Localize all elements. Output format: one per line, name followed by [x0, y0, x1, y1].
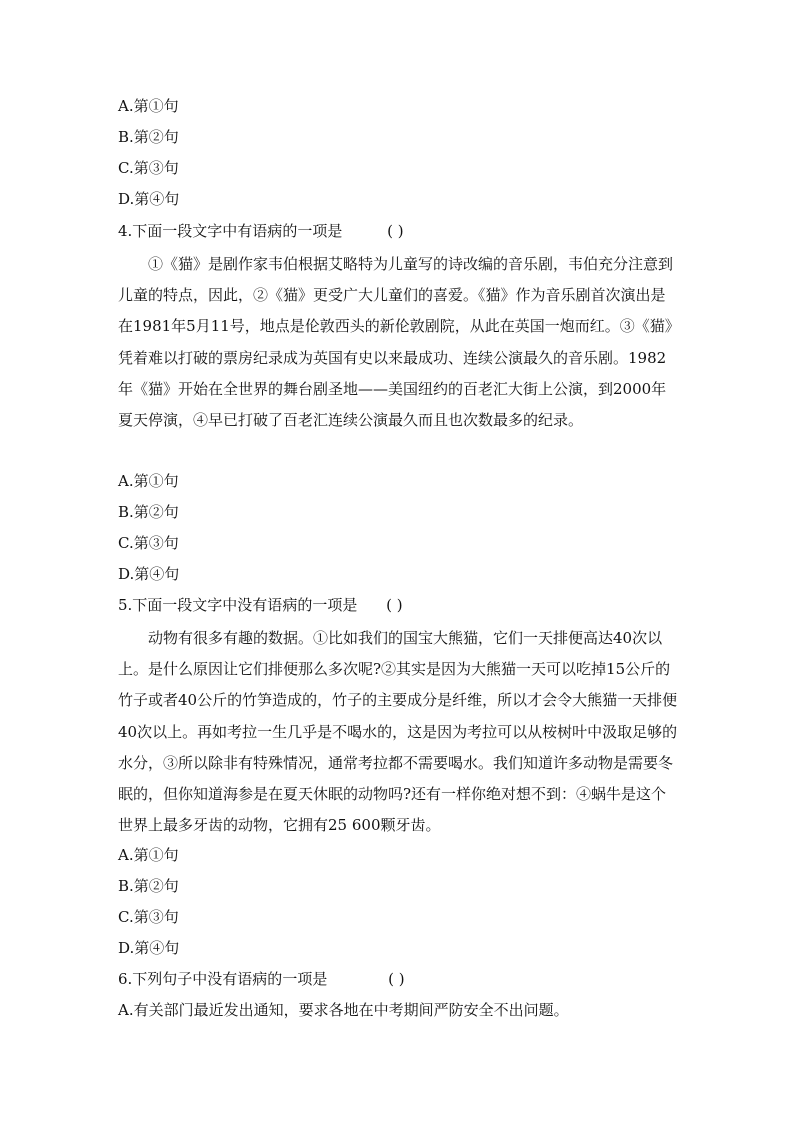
q5-option-b: B.第②句 — [118, 877, 179, 895]
q5-option-c: C.第③句 — [118, 908, 179, 926]
q3-option-c: C.第③句 — [118, 159, 179, 177]
q3-option-a: A.第①句 — [118, 97, 179, 115]
q4-stem — [118, 221, 404, 241]
q5-passage: 动物有很多有趣的数据。①比如我们的国宝大熊猫，它们一天排便高达40次以上。是什么原因让它们排便那么多次呢?②其实是因为大熊猫一天可以吃掉15公斤的竹子或者40公斤的竹笋造成的，竹子的主要成分是纤维，所以才会令大熊猫一天排便40次以上。再如考拉一生几乎是不喝水的，这是因为考拉可以从桉树叶中汲取足够的水分，③所以除非有特殊情况，通常考拉都不需要喝水。我们知道许多动物是需要冬眠的，但你知道海参是在夏天休眠的动物吗?还有一样你绝对想不到：④蜗牛是这个世界上最多牙齿的动物，它拥有25 600颗牙齿。 — [118, 629, 678, 835]
q5-stem-text: 5.下面一段文字中没有语病的一项是 — [118, 596, 358, 614]
q4-passage: ①《猫》是剧作家韦伯根据艾略特为儿童写的诗改编的音乐剧，韦伯充分注意到儿童的特点，因此，②《猫》更受广大儿童们的喜爱。《猫》作为音乐剧首次演出是在1981年5月11号，地点是伦敦西头的新伦敦剧院，从此在英国一炮而红。③《猫》凭着难以打破的票房纪录成为英国有史以来最成功、连续公演最久的音乐剧。1982年《猫》开始在全世界的舞台剧圣地——美国纽约的百老汇大街上公演，到2000年夏天停演，④早已打破了百老汇连续公演最久而且也次数最多的纪录。 — [118, 255, 674, 430]
q6-option-a: A.有关部门最近发出通知，要求各地在中考期间严防安全不出问题。 — [118, 1001, 569, 1019]
q4-stem-text: 4.下面一段文字中有语病的一项是 — [118, 222, 343, 240]
q4-answer-blank: ( ) — [387, 222, 404, 240]
q4-option-d: D.第④句 — [118, 565, 180, 583]
q5-option-a: A.第①句 — [118, 846, 179, 864]
q5-answer-blank: ( ) — [386, 596, 403, 614]
q5-stem — [118, 595, 403, 615]
q4-option-a: A.第①句 — [118, 472, 179, 490]
q4-option-b: B.第②句 — [118, 503, 179, 521]
q4-option-c: C.第③句 — [118, 534, 179, 552]
q5-option-d: D.第④句 — [118, 939, 180, 957]
q3-option-b: B.第②句 — [118, 128, 179, 146]
q3-option-d: D.第④句 — [118, 190, 180, 208]
q6-stem-text: 6.下列句子中没有语病的一项是 — [118, 970, 328, 988]
q6-answer-blank: ( ) — [388, 970, 405, 988]
q6-stem — [118, 969, 405, 989]
